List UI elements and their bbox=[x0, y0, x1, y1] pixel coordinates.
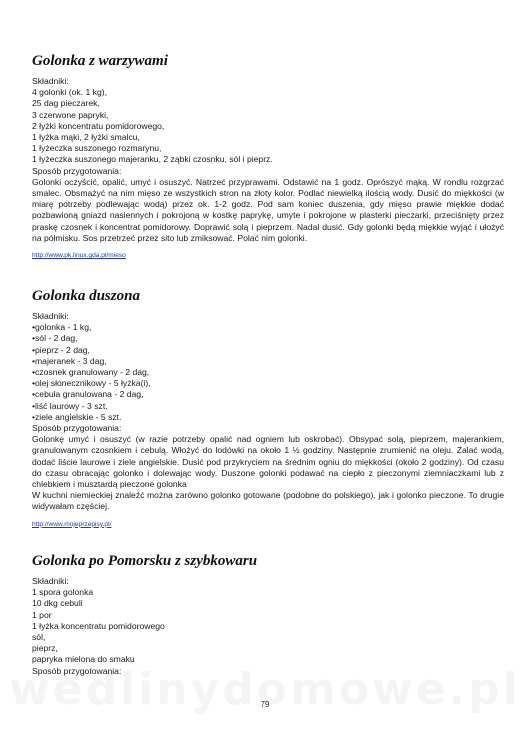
recipe-title: Golonka duszona bbox=[32, 288, 140, 304]
recipe-golonka-duszona bbox=[32, 287, 504, 531]
ingredient-line: •cebula granulowana - 2 dag, bbox=[32, 389, 144, 400]
ingredient-line: •czosnek granulowany - 2 dag, bbox=[32, 367, 150, 378]
ingredient-line: •pieprz - 2 dag, bbox=[32, 344, 90, 355]
ingredient-line: •majeranek - 3 dag, bbox=[32, 355, 107, 366]
method-text: Golonki oczyścić, opalić, umyć i osuszyć. Natrzeć przyprawami. Odstawić na 1 godz. Oprószyć mąką. W rondlu rozgrzać smalec. Obsmażyć na nim mięso ze wszystkich stron na złoty kolor. Podlać niewielką ilością wody. Dusić do miękkości (w miarę potrzeby podlewając wodą) przez ok. 1-2 godz. Pod sam koniec duszenia, gdy mięso prawie miękkie dodać pozbawioną gniazd nasiennych i pokrojoną w kostkę paprykę, umyte i pokrojone w plasterki pieczarki, przeciśnięty przez praskę czosnek i koncentrat pomidorowy. Doprawić solą i pieprzem. Nadal dusić. Gdy golonki będą miękkie wyjąć i ułożyć na półmisku. Sos przetrzeć przez sito lub zmiksować. Polać nim golonki. bbox=[32, 176, 504, 243]
ingredient-line: sól, bbox=[32, 632, 46, 643]
ingredient-line: •liść laurowy - 3 szt. bbox=[32, 400, 108, 411]
ingredient-line: 1 łyżeczka suszonego rozmarynu, bbox=[32, 143, 162, 154]
recipe-golonka-po-pomorsku bbox=[32, 552, 504, 677]
ingredients-label: Składniki: bbox=[32, 576, 69, 586]
ingredient-line: 4 golonki (ok. 1 kg), bbox=[32, 87, 107, 98]
source-link[interactable]: http://www.pk.linux.gda.pl/mieso bbox=[32, 252, 126, 260]
ingredient-line: 2 łyżki koncentratu pomidorowego, bbox=[32, 120, 165, 131]
ingredient-line: 1 por bbox=[32, 609, 52, 620]
method-label: Sposób przygotowania: bbox=[32, 165, 122, 176]
recipe-title: Golonka z warzywami bbox=[32, 53, 168, 69]
ingredient-line: •olej słonecznikowy - 5 łyżka(i), bbox=[32, 378, 151, 389]
page-number: 79 bbox=[260, 700, 270, 709]
ingredient-line: pieprz, bbox=[32, 643, 58, 654]
ingredient-line: 1 łyżka koncentratu pomidorowego bbox=[32, 620, 165, 631]
ingredients-label: Składniki: bbox=[32, 311, 69, 321]
ingredient-line: •sól - 2 dag, bbox=[32, 333, 78, 344]
ingredients-label: Składniki: bbox=[32, 76, 69, 86]
ingredient-line: •ziele angielskie - 5 szt. bbox=[32, 411, 122, 422]
ingredient-line: 1 spora golonka bbox=[32, 587, 94, 598]
source-link[interactable]: http://www.mojeprzepisy.pl/ bbox=[32, 520, 112, 528]
recipe-golonka-z-warzywami bbox=[32, 52, 504, 262]
method-label: Sposób przygotowania: bbox=[32, 665, 122, 676]
ingredient-line: 1 łyżeczka suszonego majeranku, 2 ząbki czosnku, sól i pieprz. bbox=[32, 154, 273, 165]
ingredient-line: 10 dkg cebuli bbox=[32, 598, 83, 609]
ingredient-line: 3 czerwone papryki, bbox=[32, 109, 109, 120]
method-text: Golonkę umyć i osuszyć (w razie potrzeby opalić nad ogniem lub oskrobać). Obsypać solą, pieprzem, majerankiem, granulowanym czosnkiem i cebulą. Włożyć do lodówki na około 1 ½ godziny. Następnie zrumienić na oleju. Zalać wodą, dodać liście laurowe i ziele angielskie. Dusić pod przykryciem na średnim ogniu do miękkości (około 2 godziny). Od czasu do czasu obracając golonko i dolewając wody. Duszone golonki podawać na ciepło z pieczonymi ziemniaczkami lub z chlebkiem i musztardą pieczone golonka W kuchni niemieckiej znaleźć można zarówno golonko gotowane (podobne do polskiego), jak i golonko pieczone. To drugie widywałam częściej. bbox=[32, 434, 504, 512]
ingredient-line: •golonka - 1 kg, bbox=[32, 322, 92, 333]
ingredient-line: 1 łyżka mąki, 2 łyżki smalcu, bbox=[32, 132, 140, 143]
recipe-title: Golonka po Pomorsku z szybkowaru bbox=[32, 553, 258, 569]
ingredient-line: papryka mielona do smaku bbox=[32, 654, 135, 665]
method-label: Sposób przygotowania: bbox=[32, 423, 122, 434]
ingredient-line: 25 dag pieczarek, bbox=[32, 98, 100, 109]
